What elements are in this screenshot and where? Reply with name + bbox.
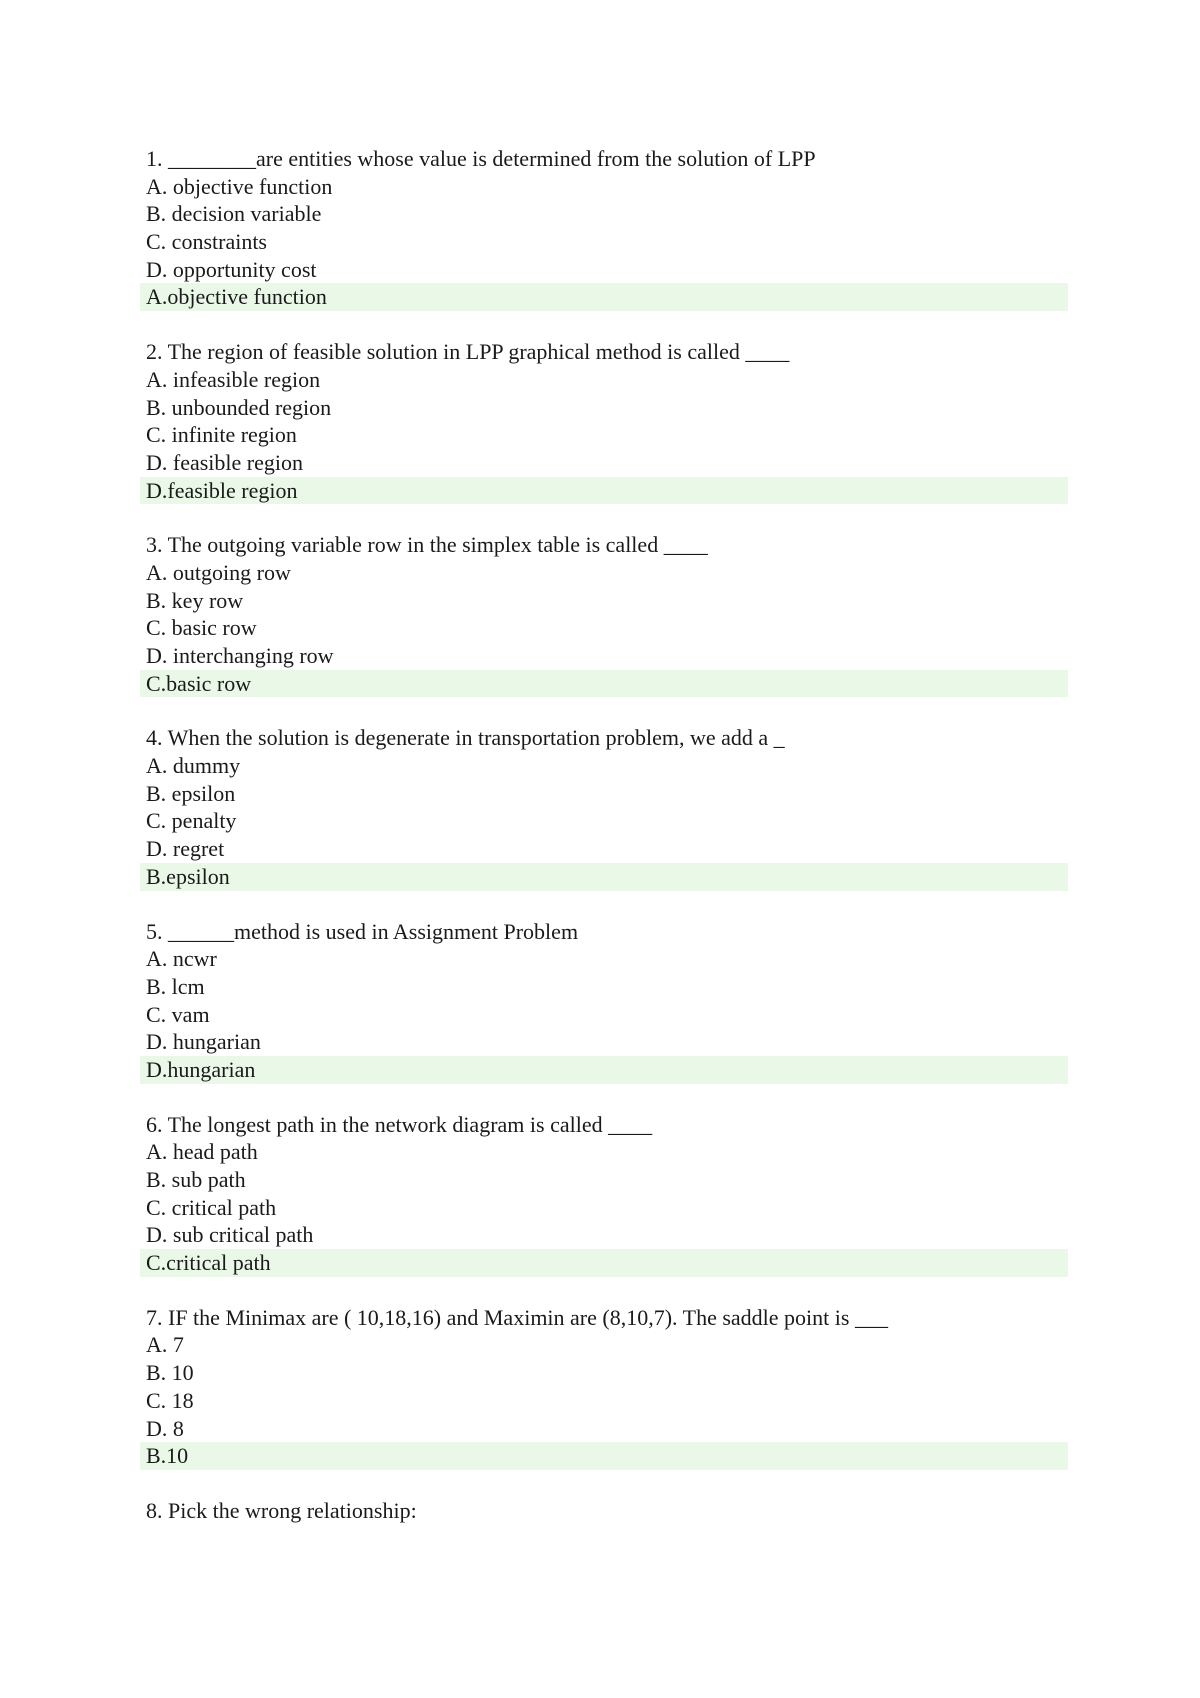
- option-d: D. 8: [146, 1415, 184, 1441]
- option-c: C. critical path: [146, 1194, 277, 1220]
- option-d: D. feasible region: [146, 449, 303, 475]
- question-block-3: [140, 531, 1068, 697]
- option-a: A. infeasible region: [146, 366, 321, 392]
- option-a: A. objective function: [146, 173, 333, 199]
- answer-highlight: D.feasible region: [140, 477, 1068, 505]
- answer-highlight: D.hungarian: [140, 1056, 1068, 1084]
- option-c: C. basic row: [146, 615, 257, 641]
- quiz-content: [140, 145, 1068, 1552]
- question-block-7: [140, 1304, 1068, 1470]
- option-b: B. epsilon: [146, 780, 236, 806]
- question-text: 7. IF the Minimax are ( 10,18,16) and Maximin are (8,10,7). The saddle point is ___: [146, 1304, 888, 1330]
- option-b: B. sub path: [146, 1167, 246, 1192]
- question-text: 8. Pick the wrong relationship:: [146, 1497, 417, 1523]
- question-block-4: [140, 724, 1068, 890]
- option-d: D. regret: [146, 836, 225, 862]
- question-text: 6. The longest path in the network diagram is called ____: [146, 1111, 653, 1137]
- question-text: 4. When the solution is degenerate in transportation problem, we add a _: [146, 725, 785, 751]
- question-text: 3. The outgoing variable row in the simplex table is called ____: [146, 532, 708, 558]
- answer-highlight: B.epsilon: [140, 863, 1068, 891]
- option-b: B. key row: [146, 587, 244, 613]
- option-a: A. 7: [146, 1332, 184, 1358]
- question-text: 5. ______method is used in Assignment Problem: [146, 918, 579, 944]
- answer-highlight: B.10: [140, 1442, 1068, 1470]
- question-block-5: [140, 918, 1068, 1084]
- question-block-2: [140, 338, 1068, 504]
- option-a: A. dummy: [146, 753, 241, 779]
- option-b: B. decision variable: [146, 201, 322, 227]
- answer-highlight: C.basic row: [140, 670, 1068, 698]
- option-d: D. interchanging row: [146, 643, 334, 668]
- option-a: A. ncwr: [146, 946, 217, 972]
- option-c: C. 18: [146, 1387, 194, 1413]
- option-b: B. 10: [146, 1360, 194, 1386]
- question-block-6: [140, 1111, 1068, 1277]
- answer-highlight: A.objective function: [140, 283, 1068, 311]
- option-a: A. outgoing row: [146, 559, 291, 585]
- option-a: A. head path: [146, 1139, 258, 1165]
- question-text: 1. ________are entities whose value is determined from the solution of LPP: [146, 146, 816, 171]
- option-c: C. vam: [146, 1001, 210, 1027]
- answer-highlight: C.critical path: [140, 1249, 1068, 1277]
- option-c: C. infinite region: [146, 422, 297, 448]
- option-c: C. constraints: [146, 229, 267, 255]
- option-c: C. penalty: [146, 808, 237, 834]
- option-b: B. unbounded region: [146, 394, 332, 420]
- question-text: 2. The region of feasible solution in LPP graphical method is called ____: [146, 339, 790, 365]
- option-d: D. sub critical path: [146, 1222, 314, 1248]
- option-b: B. lcm: [146, 973, 205, 999]
- question-block-1: [140, 145, 1068, 311]
- option-d: D. hungarian: [146, 1029, 261, 1055]
- question-block-8: [140, 1497, 1068, 1525]
- option-d: D. opportunity cost: [146, 256, 317, 282]
